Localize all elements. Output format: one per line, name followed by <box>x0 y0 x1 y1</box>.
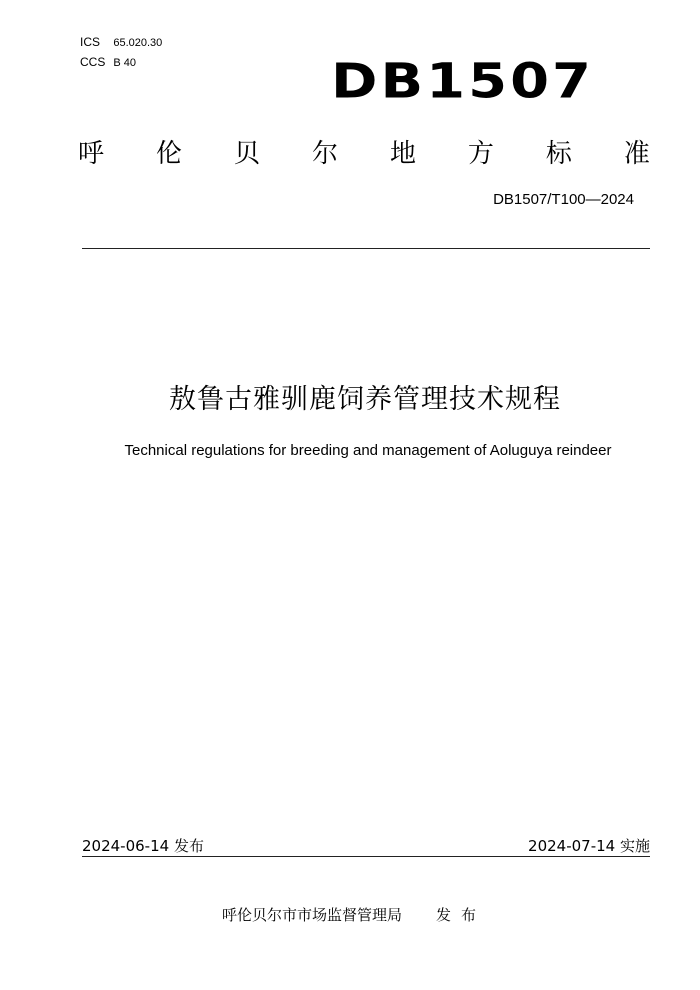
ics-label: ICS <box>80 35 101 49</box>
title-english: Technical regulations for breeding and management of Aoluguya reindeer <box>124 442 612 459</box>
standard-type-heading <box>78 134 650 174</box>
ics-code: 65.020.30 <box>113 37 163 49</box>
ccs-classification <box>80 54 136 71</box>
title-chinese: 敖鲁古雅驯鹿饲养管理技术规程 <box>169 384 561 415</box>
standard-type-char: 贝 <box>233 139 260 169</box>
ics-classification <box>80 34 162 51</box>
implementation-date: 2024-07-14 实施 <box>528 837 650 855</box>
ccs-code: B 40 <box>113 57 136 69</box>
standard-type-char: 准 <box>623 139 650 169</box>
bottom-divider <box>82 856 650 857</box>
publisher-name: 呼伦贝尔市市场监督管理局 <box>222 906 403 924</box>
publisher-line <box>222 905 486 925</box>
publisher-action: 发布 <box>436 906 487 924</box>
standard-type-char: 地 <box>389 139 416 169</box>
standard-type-char: 伦 <box>155 139 182 169</box>
standard-type-char: 方 <box>467 139 494 169</box>
db-logo: DB1507 <box>330 53 594 110</box>
issue-date: 2024-06-14 发布 <box>82 837 204 855</box>
top-divider <box>82 248 650 249</box>
standard-type-char: 尔 <box>311 139 338 169</box>
ccs-label: CCS <box>80 55 106 69</box>
standard-number: DB1507/T100—2024 <box>493 191 634 208</box>
standard-type-char: 呼 <box>78 139 105 169</box>
standard-type-char: 标 <box>545 139 572 169</box>
